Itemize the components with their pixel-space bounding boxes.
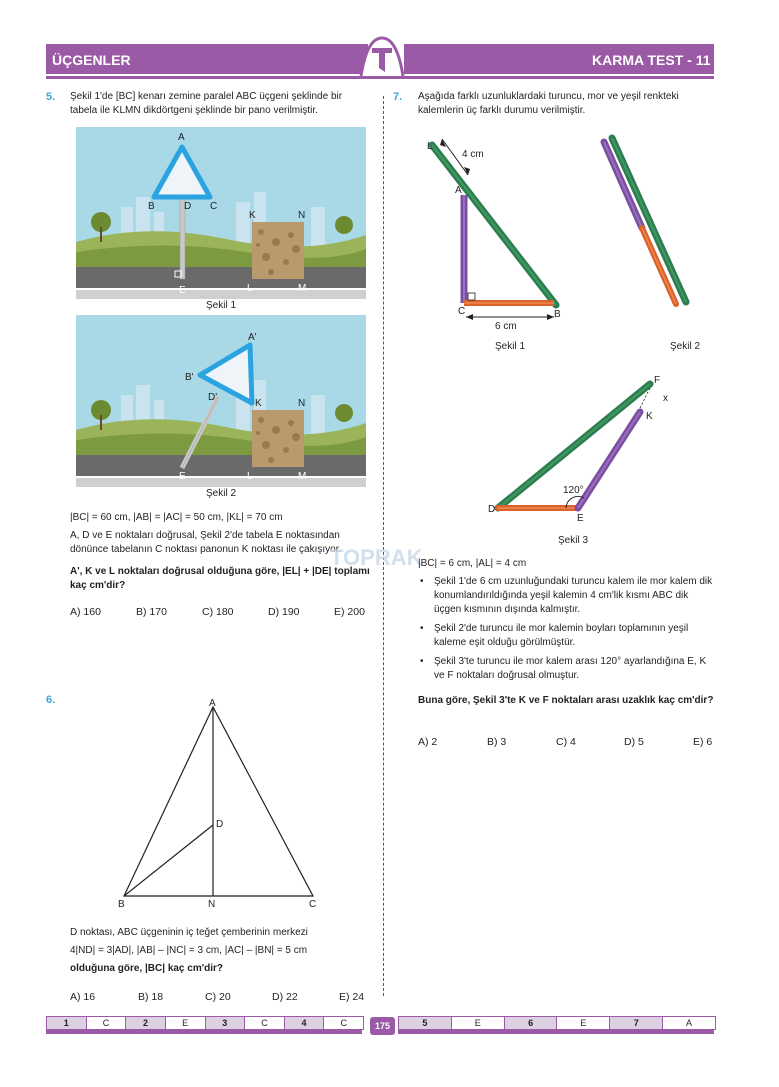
q6-option-a[interactable]: A) 16	[70, 991, 96, 1003]
q7-bullets	[418, 575, 716, 688]
q7-fig3-label-x: x	[663, 393, 668, 404]
answer-key-cell: 6	[505, 1017, 558, 1029]
q5-fig1-caption: Şekil 1	[205, 300, 236, 311]
fig1-label-e: E	[179, 285, 186, 296]
fig2-label-k: K	[255, 398, 262, 409]
q7-bullet: • Şekil 1'de 6 cm uzunluğundaki turuncu kalem ile mor kalem dik konumlandırıldığında yeşil kalemin 4 cm'lik kısmı ABC dik üçgen kısmının dışında kalmıştır.	[418, 575, 716, 617]
q6-option-d[interactable]: D) 22	[272, 991, 298, 1003]
q5-option-b[interactable]: B) 170	[136, 606, 167, 618]
footer-bar-right	[398, 1029, 714, 1034]
q6-line-2: 4|ND| = 3|AD|, |AB| – |NC| = 3 cm, |AC| – |BN| = 5 cm	[70, 945, 308, 956]
q7-fig1-label-l: L	[427, 141, 433, 152]
q7-fig1-label-c: C	[458, 306, 466, 317]
q7-fig3-label-d: D	[488, 504, 496, 515]
q6-option-e[interactable]: E) 24	[339, 991, 365, 1003]
q7-fig1-label-6cm: 6 cm	[495, 321, 517, 332]
watermark: TOPRAK	[330, 545, 423, 570]
fig2-label-n: N	[298, 398, 306, 409]
q7-option-d[interactable]: D) 5	[624, 736, 644, 748]
q6-label-n: N	[208, 899, 216, 910]
footer-bar-left	[46, 1029, 362, 1034]
q7-option-a[interactable]: A) 2	[418, 736, 438, 748]
test-title: KARMA TEST - 11	[592, 52, 711, 68]
q7-figure-2	[598, 132, 698, 312]
q7-fig2-caption: Şekil 2	[669, 341, 700, 352]
q7-option-c[interactable]: C) 4	[556, 736, 576, 748]
q7-fig1-label-b: B	[554, 309, 561, 320]
answer-key-cell: 2	[126, 1017, 166, 1029]
q5-question: A', K ve L noktaları doğrusal olduğuna göre, |EL| + |DE| toplamı kaç cm'dir?	[70, 566, 370, 591]
fig1-label-d: D	[184, 201, 192, 212]
q5-intro: Şekil 1'de [BC] kenarı zemine paralel ABC üçgeni şeklinde bir tabela ile KLMN dikdörtgeni şeklinde bir pano verilmiştir.	[70, 91, 343, 116]
fig2-label-m: M	[298, 471, 307, 482]
q6-question: olduğuna göre, |BC| kaç cm'dir?	[70, 963, 223, 974]
q7-fig1-label-4cm: 4 cm	[462, 149, 484, 160]
q7-fig1-caption: Şekil 1	[494, 341, 525, 352]
answer-key-cell: 5	[399, 1017, 452, 1029]
fig2-label-d: D'	[208, 392, 218, 403]
q7-given: |BC| = 6 cm, |AL| = 4 cm	[418, 558, 527, 569]
answer-key-cell: 3	[206, 1017, 246, 1029]
fig2-label-e: E	[179, 471, 186, 482]
answer-key-cell: C	[245, 1017, 285, 1029]
q5-fig2-caption: Şekil 2	[205, 488, 236, 499]
q6-options	[70, 991, 370, 1005]
answer-key-right	[398, 1016, 716, 1030]
q5-options	[70, 606, 370, 620]
q7-option-b[interactable]: B) 3	[487, 736, 507, 748]
answer-key-cell: 7	[610, 1017, 663, 1029]
section-title: ÜÇGENLER	[52, 52, 131, 68]
answer-key-left	[46, 1016, 364, 1030]
answer-key-cell: E	[557, 1017, 610, 1029]
q6-label-c: C	[309, 899, 317, 910]
q6-option-c[interactable]: C) 20	[205, 991, 231, 1003]
fig1-label-n: N	[298, 210, 306, 221]
q6-triangle-figure	[110, 700, 330, 910]
answer-key-cell: C	[340, 1018, 347, 1028]
q7-figure-3	[490, 372, 670, 522]
q5-option-a[interactable]: A) 160	[70, 606, 101, 618]
answer-key-cell: E	[452, 1017, 505, 1029]
page-number: 175	[370, 1017, 395, 1035]
fig1-label-a: A	[178, 132, 185, 143]
fig1-label-l: L	[247, 283, 253, 294]
q7-fig3-caption: Şekil 3	[557, 535, 588, 546]
q7-options	[418, 736, 716, 750]
q7-figure-1	[420, 135, 580, 335]
q5-figure-1	[76, 127, 366, 299]
q5-given: |BC| = 60 cm, |AB| = |AC| = 50 cm, |KL| = 70 cm	[70, 512, 283, 523]
q7-bullet: • Şekil 2'de turuncu ile mor kalemin boyları toplamının yeşil kaleme eşit olduğu görülmüştür.	[418, 622, 716, 650]
fig2-label-a: A'	[248, 332, 257, 343]
q5-option-e[interactable]: E) 200	[334, 606, 365, 618]
q7-fig3-label-e: E	[577, 513, 584, 524]
question-number-7: 7.	[393, 91, 403, 103]
q7-fig1-label-a: A	[455, 185, 462, 196]
publisher-logo	[357, 36, 407, 80]
q6-line-1: D noktası, ABC üçgeninin iç teğet çemberinin merkezi	[70, 927, 308, 938]
q7-fig3-label-angle: 120°	[563, 485, 584, 496]
fig1-label-b: B	[148, 201, 155, 212]
answer-key-cell: C	[87, 1017, 127, 1029]
q7-fig3-label-k: K	[646, 411, 653, 422]
answer-key-cell: A	[686, 1018, 693, 1028]
fig1-label-m: M	[298, 283, 307, 294]
answer-key-cell: 1	[47, 1017, 87, 1029]
q5-figure-2	[76, 315, 366, 487]
q6-label-a: A	[209, 698, 216, 709]
q5-option-c[interactable]: C) 180	[202, 606, 234, 618]
question-number-5: 5.	[46, 91, 56, 103]
q5-description: A, D ve E noktaları doğrusal, Şekil 2'de tabela E noktasından dönünce tabelanın C noktası panonun K noktası ile çakışıyor.	[70, 530, 342, 555]
question-number-6: 6.	[46, 694, 56, 706]
fig1-label-k: K	[249, 210, 256, 221]
answer-key-cell: E	[166, 1017, 206, 1029]
q7-intro: Aşağıda farklı uzunluklardaki turuncu, mor ve yeşil renkteki kalemlerin üç farklı durumu verilmiştir.	[418, 91, 679, 116]
q6-label-b: B	[118, 899, 125, 910]
answer-key-cell: 4	[285, 1017, 325, 1029]
fig2-label-b: B'	[185, 372, 194, 383]
q6-label-d: D	[216, 819, 224, 830]
fig2-label-l: L	[247, 471, 253, 482]
q7-bullet: • Şekil 3'te turuncu ile mor kalem arası 120° ayarlandığına E, K ve F noktaları doğrusal olmuştur.	[418, 655, 716, 683]
q6-option-b[interactable]: B) 18	[138, 991, 164, 1003]
fig1-label-c: C	[210, 201, 218, 212]
q7-question: Buna göre, Şekil 3'te K ve F noktaları arası uzaklık kaç cm'dir?	[418, 695, 714, 706]
q7-fig3-label-f: F	[654, 375, 661, 386]
q7-option-e[interactable]: E) 6	[693, 736, 713, 748]
q5-option-d[interactable]: D) 190	[268, 606, 300, 618]
